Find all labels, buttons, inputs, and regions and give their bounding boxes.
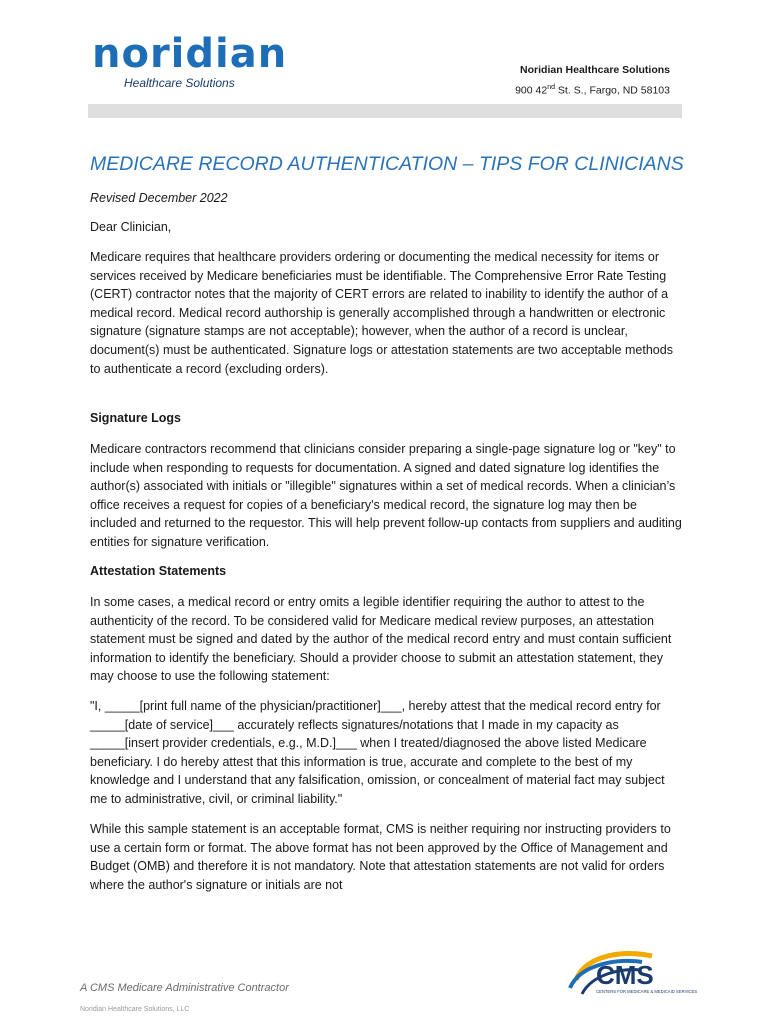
signature-logs-paragraph	[90, 440, 682, 552]
signature-logs-heading: Signature Logs	[90, 411, 181, 425]
attestation-text: In some cases, a medical record or entry omits a legible identifier requiring the author to attest to the authenticity of the record. To be considered valid for Medicare medical review purposes, an attestation statement must be signed and dated by the author of the medical record entry and must contain sufficient information to identify the beneficiary. Should a provider choose to submit an attestation statement, they may choose to use the following statement:	[90, 595, 672, 684]
attestation-paragraph	[90, 593, 682, 686]
street-address	[515, 79, 670, 100]
revised-date: Revised December 2022	[90, 191, 228, 205]
attestation-quote-text: "I, _____[print full name of the physician/practitioner]___, hereby attest that the medical record entry for _____[date of service]___ accurately reflects signatures/notations that I made in my capacity as _____[insert provider credentials, e.g., M.D.]___ when I treated/diagnosed the above listed Medicare beneficiary. I do hereby attest that this information is true, accurate and complete to the best of my knowledge and I understand that any falsification, omission, or concealment of material fact may subject me to administrative, civil, or criminal liability."	[90, 699, 665, 806]
noridian-logo	[92, 31, 292, 94]
signature-logs-text: Medicare contractors recommend that clinicians consider preparing a single-page signature log or "key" to include when responding to requests for documentation. A signed and dated signature log identifies the author(s) associated with initials or "illegible" signatures within a set of medical records. When a clinician’s office receives a request for copies of a beneficiary's medical record, the signature log may then be included and returned to the requestor. This will help prevent follow-up contacts from suppliers and auditing entities for signature verification.	[90, 442, 682, 549]
logo-wordmark: noridian	[92, 31, 288, 77]
attestation-quote	[90, 697, 682, 809]
header-divider	[88, 104, 682, 118]
salutation: Dear Clinician,	[90, 220, 172, 234]
cms-wordmark: CMS	[596, 960, 654, 990]
logo-tagline: Healthcare Solutions	[124, 76, 235, 90]
closing-text: While this sample statement is an acceptable format, CMS is neither requiring nor instructing providers to use a certain form or format. The above format has not been approved by the Office of Management and Budget (OMB) and therefore it is not mandatory. Note that attestation statements are not valid for orders where the author's signature or initials are not	[90, 822, 671, 892]
attestation-heading: Attestation Statements	[90, 564, 227, 578]
cms-subtitle: CENTERS FOR MEDICARE & MEDICAID SERVICES	[596, 989, 698, 994]
closing-paragraph	[90, 820, 682, 894]
org-name: Noridian Healthcare Solutions	[520, 64, 670, 76]
address-block	[515, 62, 670, 100]
intro-paragraph	[90, 248, 682, 378]
footer-copyright: Noridian Healthcare Solutions, LLC	[80, 1006, 190, 1013]
address-rest: St. S., Fargo, ND 58103	[555, 84, 670, 97]
page-title: MEDICARE RECORD AUTHENTICATION – TIPS FOR CLINICIANS	[90, 153, 684, 175]
intro-text: Medicare requires that healthcare providers ordering or documenting the medical necessity for items or services received by Medicare beneficiaries must be identifiable. The Comprehensive Error Rate Testing (CERT) contractor notes that the majority of CERT errors are related to inability to identify the author of a medical record. Medical record authorship is generally accomplished through a handwritten or electronic signature (signature stamps are not acceptable); however, when the author of a record is unclear, document(s) must be authenticated. Signature logs or attestation statements are two acceptable methods to authenticate a record (excluding orders).	[90, 250, 673, 376]
footer-contractor-label: A CMS Medicare Administrative Contractor	[80, 982, 289, 994]
cms-logo	[566, 948, 706, 998]
address-number: 900 42	[515, 84, 548, 97]
address-ordinal: nd	[547, 84, 556, 91]
